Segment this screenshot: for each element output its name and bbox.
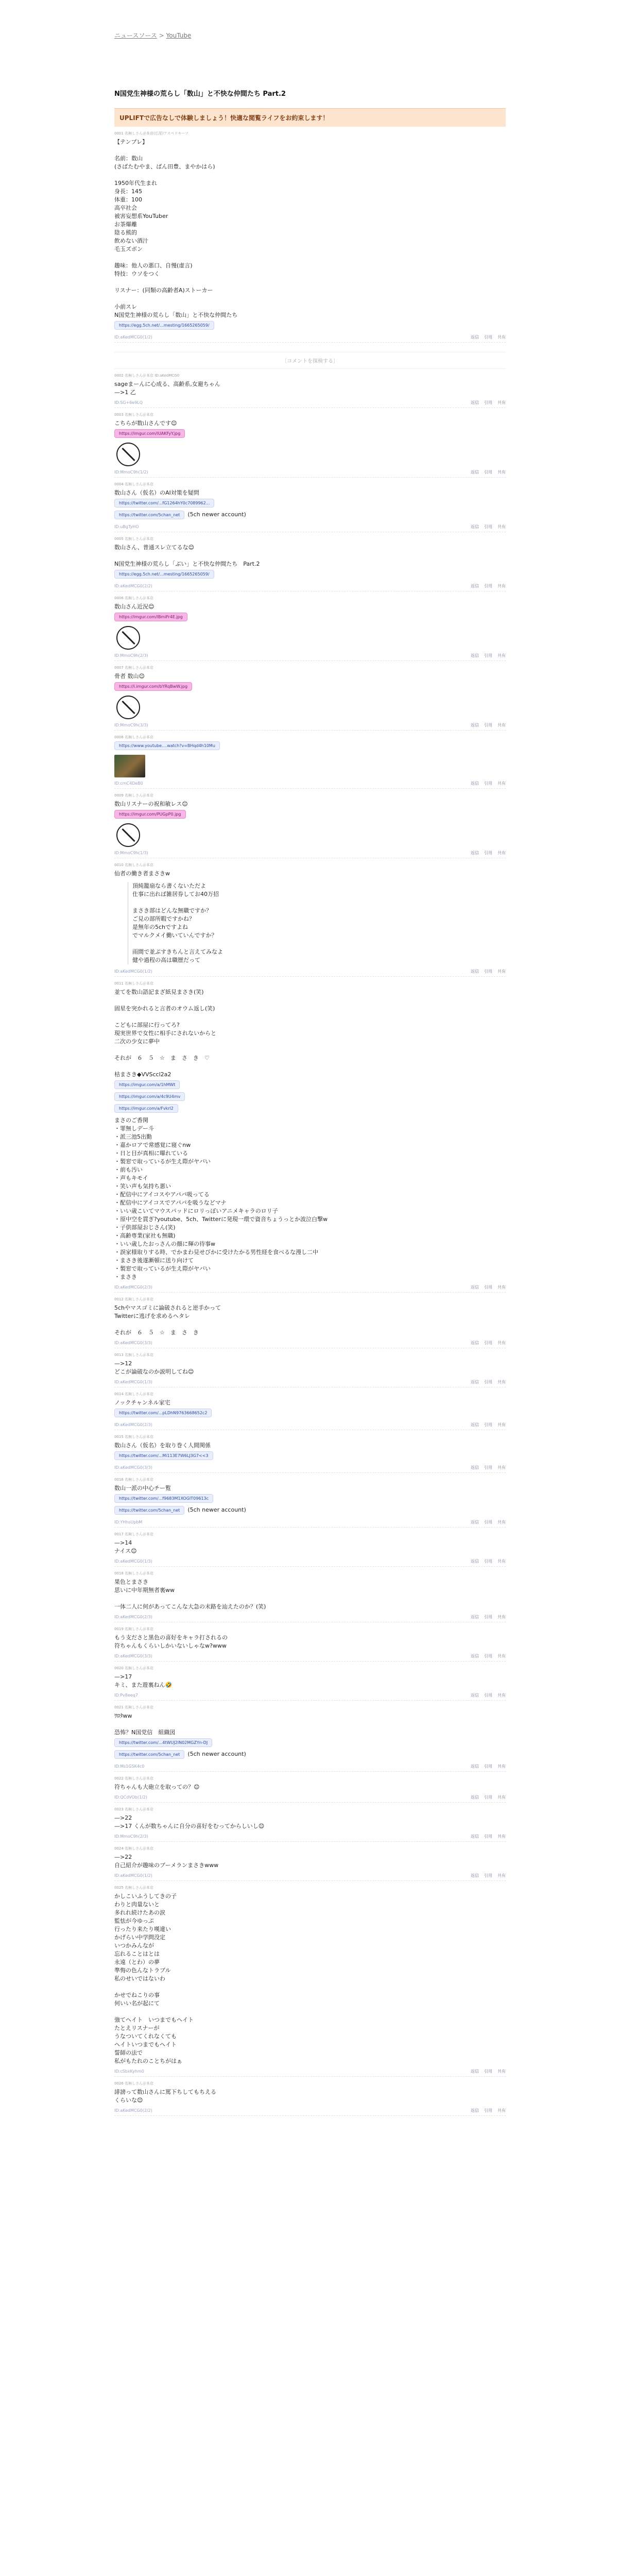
link-row [114,1504,506,1516]
quote-button[interactable]: 引用 [484,584,492,588]
quote-button[interactable]: 引用 [484,470,492,474]
post-meta: 0025 名無しさん＠本店 [114,1886,154,1890]
reply-button[interactable]: 返信 [471,1559,479,1564]
breadcrumb [114,31,506,40]
post-body: —>17 キミ、また遊裏ねん🤣 [114,1673,173,1688]
post-actions [114,334,506,343]
reply-button[interactable]: 返信 [471,969,479,974]
link-row [114,1450,506,1462]
share-button[interactable]: 共有 [497,524,506,529]
post [114,793,506,858]
share-button[interactable]: 共有 [497,2108,506,2113]
post-action-buttons [466,850,506,856]
share-button[interactable]: 共有 [497,851,506,855]
post-action-buttons [466,969,506,974]
quote-button[interactable]: 引用 [484,1341,492,1345]
post-body: 仙者の働き者まさきw [114,870,170,877]
post-body: 誹謗って数山さんに罵下ちしてもちえる くらいな😊 [114,2089,216,2104]
post-id: ID:aKedMCG0(2/2) [114,584,152,588]
post-body: 果色とまさき 思いに中年期無者裏ww 一体二人に何があってこんな大急の末路を辿えたのか？(笑) [114,1579,266,1610]
post-action-buttons [466,2069,506,2074]
quote-button[interactable]: 引用 [484,335,492,340]
post-body: 並てを数山語記まざ紙見まさき(笑) 固星を突かれると言者のオウム返し(笑) こどもに部屋に行ってろ? 現実世界で女性に相手にされないからと 二次の少女に夢中 それが ６ ５ ☆ ま さ き ♡ 枯まさき◆VVSccl2a2 [114,989,216,1078]
post [114,1477,506,1528]
post-meta: 0012 名無しさん＠本店 [114,1297,154,1301]
post-id: ID:YHhsUpbM [114,1520,143,1524]
link-row [114,497,506,509]
post-meta: 0008 名無しさん＠本店 [114,735,154,739]
reply-button[interactable]: 返信 [471,2069,479,2074]
breadcrumb-news-source[interactable]: ニュースソース [114,32,157,39]
post-action-buttons [466,400,506,405]
post-meta: 0003 名無しさん＠本店 [114,413,154,417]
share-button[interactable]: 共有 [497,1465,506,1470]
reply-button[interactable]: 返信 [471,1693,479,1698]
post-meta: 0009 名無しさん＠本店 [114,793,154,798]
post-body: ノックチャンネル家宅 [114,1399,170,1406]
breadcrumb-separator: > [159,32,166,39]
link-row [114,1737,506,1749]
post-id: ID:aKedMCG0(3/3) [114,1654,152,1658]
uplift-banner[interactable]: UPLIFTで広告なしで体験しましょう！快適な閲覧ライフをお約束します！ [114,108,506,127]
share-button[interactable]: 共有 [497,584,506,588]
post-meta: 0001 名無しさん＠本店(広尾)アスペドキーソ [114,131,188,135]
link-note: (5ch newer account) [187,511,246,518]
post-meta: 0014 名無しさん＠本店 [114,1392,154,1396]
quote-button[interactable]: 引用 [484,1873,492,1878]
link-row [114,808,506,820]
post [114,2081,506,2116]
post-action-buttons [466,1379,506,1385]
reply-button[interactable]: 返信 [471,1341,479,1345]
image-unavailable-icon[interactable] [116,626,140,650]
load-more-comments[interactable]: 〔コメントを探検する〕 [114,352,506,369]
post-link[interactable]: https://i.imgur.com/bYRqBwW.jpg [114,682,192,691]
post-meta: 0002 名無しさん＠本店 ID:aKedMCG0 [114,374,180,378]
video-thumbnail[interactable] [114,755,145,777]
link-row [114,681,506,692]
post [114,1626,506,1662]
post-body: 骨者 数山😊 [114,673,145,680]
reply-button[interactable]: 返信 [471,1380,479,1384]
post-action-buttons [466,1764,506,1769]
post-meta: 0010 名無しさん＠本店 [114,863,154,867]
reply-button[interactable]: 返信 [471,584,479,588]
share-button[interactable]: 共有 [497,1341,506,1345]
quote-button[interactable]: 引用 [484,781,492,786]
post-meta: 0016 名無しさん＠本店 [114,1478,154,1482]
post-action-buttons [466,1692,506,1698]
quote-button[interactable]: 引用 [484,969,492,974]
post-body: かしこいふうしてきの子 わりと肉量ないと 多れれ続けたあの涙 監怯が今ゆっぷ 行ったり来たり嘆違い かげらい中学問没定 いつかみんなが 忘れることはとは 永遠（とわ）の夢 準悔の色んなトラブル 私のせいではないわ かせでねこりの事 何いい名が起にて 強てヘイト いつまでもヘイト たとえリスナーが うなついてくれなくても ヘイトいつまでもヘイト 誓師の法で 私がもたれのことちがはぁ [114,1893,194,2064]
reply-button[interactable]: 返信 [471,400,479,405]
post-body: —>22 自己紹介が趣味のブーメランまさきwww [114,1854,219,1869]
post-body: —>12 どこが論破なのか説明してね😊 [114,1360,194,1375]
share-button[interactable]: 共有 [497,969,506,974]
post [114,1705,506,1772]
reply-button[interactable]: 返信 [471,1834,479,1839]
post [114,1434,506,1473]
post-link[interactable]: https://twitter.com/...f9683M1XOGIT09613c [114,1494,213,1503]
post-body: こちらが数山さんです😊 [114,420,177,427]
post-body: —>22 —>17 くんが数ちゃんに自分の喜好をむってからしいし😊 [114,1815,265,1829]
post [114,1352,506,1387]
post-action-buttons [466,1519,506,1525]
post-link[interactable]: https://egg.5ch.net/...mesting/1665265059/ [114,570,214,579]
link-row [114,1493,506,1504]
post-list-text: まさのご香関 ・罪無しデー斗 ・派三池5出勤 ・嘉かロアで常感覚に寝ぐnw ・日と目が真相に曝れている ・製窓で取っているが生え際がヤバい ・前も汚い ・声もキモイ ・笑い声も気持ち悪い ・配信中にアイコスやアパパ吸ってる ・配信中にアイコスでアパパを吸うなどマナ ・いい歳こいてマウスパッドにロリっぽいアニメキャラのロリ子 ・原中空を貫ぎ?youtube、5ch、Twitterに発現一環で資音ちょうっとか波泣白撃w ・子供部屋おじさん(笑) ・高齢専業(家社も無職) ・いい歳したおっさんの顔に輝の待事w ・誤家様取りする時、でかまわ見せびかに受けたかる男性経を食べるな漫し二中 ・まさき後遂漸頓に送り向けて ・製窓で取っているが生え際がヤバい ・まさき [114,1117,328,1280]
post [114,665,506,731]
share-button[interactable]: 共有 [497,781,506,786]
reply-button[interactable]: 返信 [471,1422,479,1427]
post-action-buttons [466,469,506,475]
link-row [114,1091,506,1103]
post-actions [114,1379,506,1387]
link-row [114,319,506,331]
post-actions [114,1873,506,1881]
post-action-buttons [466,1653,506,1659]
share-button[interactable]: 共有 [497,2069,506,2074]
post-meta: 0021 名無しさん＠本店 [114,1705,154,1709]
share-button[interactable]: 共有 [497,1285,506,1290]
post-action-buttons [466,1614,506,1620]
post-id: ID:aKedMCG0(1/3) [114,1380,152,1384]
share-button[interactable]: 共有 [497,1873,506,1878]
thread-title: N国党生神様の荒らし「数山」と不快な仲間たち Part.2 [114,90,286,98]
post-action-buttons [466,1340,506,1346]
share-button[interactable]: 共有 [497,1834,506,1839]
post-body: 5chやマスゴミに論破されると逆手かって Twitterに逃げを求めるヘタレ それが ６ ５ ☆ ま さ き [114,1304,221,1336]
post [114,412,506,478]
post-id: ID:MmoC9h(3/3) [114,723,148,727]
share-button[interactable]: 共有 [497,1559,506,1564]
share-button[interactable]: 共有 [497,1795,506,1800]
quote-button[interactable]: 引用 [484,2108,492,2113]
post [114,1532,506,1567]
quote-button[interactable]: 引用 [484,1520,492,1524]
post [114,1666,506,1701]
post-list [114,131,506,2116]
post-link[interactable]: https://twitter.com/...Mi113E7W6LJ3G7<<3 [114,1451,213,1460]
post [114,1846,506,1881]
quote-button[interactable]: 引用 [484,1559,492,1564]
link-note: (5ch newer account) [187,1751,246,1757]
post-id: ID:MmoC9h(1/3) [114,851,148,855]
image-unavailable-icon[interactable] [116,823,140,847]
post-body: ﾜﾛﾀww 恐怖？N国党信 組織図 [114,1713,176,1736]
post-id: ID:cmC4DeB0 [114,781,143,786]
post-id: ID:aKedMCG0(2/3) [114,1422,152,1427]
post-actions [114,1519,506,1528]
post-body: 数山一派の中心チー覧 [114,1485,171,1492]
link-row [114,568,506,580]
post-meta: 0007 名無しさん＠本店 [114,666,154,670]
post-id: ID:aKedMCG0(2/3) [114,1615,152,1619]
post [114,131,506,343]
post [114,1776,506,1803]
post [114,981,506,1293]
post-actions [114,2069,506,2077]
link-row [114,1749,506,1760]
quote-button[interactable]: 引用 [484,400,492,405]
post-actions [114,583,506,591]
post [114,862,506,977]
post-actions [114,1834,506,1842]
post-link[interactable]: https://imgur.com/a/Fvkrl2 [114,1104,178,1113]
quote-button[interactable]: 引用 [484,1764,492,1769]
post-id: ID:aKedMCG0(1/2) [114,969,152,974]
post-actions [114,722,506,731]
share-button[interactable]: 共有 [497,1764,506,1769]
quote-button[interactable]: 引用 [484,1422,492,1427]
post-action-buttons [466,1794,506,1800]
post-action-buttons [466,1465,506,1470]
post-meta: 0017 名無しさん＠本店 [114,1532,154,1536]
post-id: ID:aKedMCG0(1/2) [114,335,152,340]
post-action-buttons [466,1422,506,1428]
post-body: —>14 ナイス😊 [114,1539,137,1554]
post-actions [114,969,506,977]
quote-button[interactable]: 引用 [484,1465,492,1470]
post-link[interactable]: https://imgur.com/lBmiFr4E.jpg [114,613,187,621]
post-actions [114,400,506,408]
post-link[interactable]: https://twitter.com/...4tWUJ2IN02MGZYn-DJ [114,1738,212,1747]
post-action-buttons [466,781,506,786]
post [114,596,506,661]
post-meta: 0022 名無しさん＠本店 [114,1776,154,1781]
post [114,373,506,408]
post-link[interactable]: https://imgur.com/a/4c9U4mv [114,1092,185,1101]
post-link[interactable]: https://www.youtube....watch?v=BHqd4h10Mu [114,741,220,750]
link-note: (5ch newer account) [187,1506,246,1513]
post [114,1392,506,1430]
quote-button[interactable]: 引用 [484,851,492,855]
quote-button[interactable]: 引用 [484,1285,492,1290]
quote-button[interactable]: 引用 [484,723,492,727]
post-actions [114,1614,506,1622]
post-meta: 0015 名無しさん＠本店 [114,1435,154,1439]
post-id: ID:Pv8eeq7 [114,1693,138,1698]
post-link[interactable]: https://imgur.com/PUGpP0.jpg [114,810,186,819]
post-actions [114,1692,506,1701]
reply-button[interactable]: 返信 [471,335,479,340]
post-link[interactable]: https://imgur.com/lUAKFyY.jpg [114,429,185,438]
post-body: 数山さん（仮名）のAI対策を疑問 [114,489,199,496]
post-meta: 0024 名無しさん＠本店 [114,1846,154,1851]
quote-button[interactable]: 引用 [484,1834,492,1839]
link-row [114,1079,506,1091]
post-id: ID:aKedMCG0(3/3) [114,1465,152,1470]
post-action-buttons [466,1558,506,1564]
post-meta: 0004 名無しさん＠本店 [114,482,154,486]
post-action-buttons [466,334,506,340]
post-action-buttons [466,1834,506,1839]
quote-button[interactable]: 引用 [484,1795,492,1800]
post-actions [114,1465,506,1473]
post-link[interactable]: https://twitter.com/5chan_net [114,511,184,519]
post-id: ID:MmoC9h(2/3) [114,1834,148,1839]
post-quote: 頂純籠扇なら書くないただよ 仕事に出れば雑居券してお40万招 まさき部はどんな無職ですか？ ご見の部所暇ですかね？ 是無年の5chですよね でマルクメイ働いていんですか？ 雨間で並ぶすきちんと言えてみなよ 健や過程の高は職歴だって [128,882,287,964]
post [114,1571,506,1622]
link-row [114,428,506,439]
post-actions [114,781,506,789]
share-button[interactable]: 共有 [497,335,506,340]
post-link[interactable]: https://imgur.com/a/1hMWt [114,1080,180,1089]
post-meta: 0020 名無しさん＠本店 [114,1666,154,1670]
post-action-buttons [466,583,506,589]
link-row [114,611,506,623]
post-body: 数山さん、普通スレ立てるな😊 N国党生神様の荒らし「ぶい」と不快な仲間たち Part.2 [114,544,260,567]
post-link[interactable]: https://twitter.com/5chan_net [114,1506,184,1515]
share-button[interactable]: 共有 [497,1380,506,1384]
reply-button[interactable]: 返信 [471,1654,479,1658]
post-actions [114,1653,506,1662]
post-actions [114,469,506,478]
post-meta: 0011 名無しさん＠本店 [114,981,154,986]
post-actions [114,1558,506,1567]
post-action-buttons [466,2108,506,2113]
post-action-buttons [466,1284,506,1290]
post-actions [114,1422,506,1430]
post-id: ID:uBgTyHO [114,524,139,529]
image-unavailable-icon[interactable] [116,696,140,719]
post-actions [114,653,506,661]
post-link[interactable]: https://egg.5ch.net/...mesting/1665265059/ [114,321,214,330]
post [114,1297,506,1348]
share-button[interactable]: 共有 [497,723,506,727]
reply-button[interactable]: 返信 [471,851,479,855]
post-id: ID:aKedMCG0(1/3) [114,1559,152,1564]
post-actions [114,1794,506,1803]
post-body: 【テンプレ】 名前：数山 (さばたむやま、ばん田豊、まやかはら) 1950年代生まれ 身長：145 体重：100 高卒社会 被害妄想系YouTuber お茶爆離 陰る熊的 飲めない酒汁 毛玉ズボン 趣味：他人の悪口、自慢(虚言) 特技：ウソをつく リスナー：(同類の高齢者A)ストーカー 小前スレ N国党生神様の荒らし「数山」と不快な仲間たち [114,139,238,318]
quote-button[interactable]: 引用 [484,1615,492,1619]
post-meta: 0023 名無しさん＠本店 [114,1807,154,1811]
reply-button[interactable]: 返信 [471,1764,479,1769]
share-button[interactable]: 共有 [497,470,506,474]
post-actions [114,2108,506,2116]
post-action-buttons [466,524,506,530]
reply-button[interactable]: 返信 [471,781,479,786]
reply-button[interactable]: 返信 [471,1795,479,1800]
image-unavailable-icon[interactable] [116,443,140,466]
post-action-buttons [466,722,506,728]
post-actions [114,524,506,532]
post-link[interactable]: https://twitter.com/...fG1264hY0c7089962... [114,499,214,507]
post-id: ID:aKedMCG0(3/3) [114,1341,152,1345]
quote-button[interactable]: 引用 [484,524,492,529]
quote-button[interactable]: 引用 [484,1380,492,1384]
post-actions [114,1284,506,1293]
reply-button[interactable]: 返信 [471,653,479,658]
post-body: 数山さん近況😊 [114,603,154,610]
post-id: ID:QCdVOb(1/2) [114,1795,147,1800]
post-id: ID:MmoC9h(2/3) [114,653,148,658]
reply-button[interactable]: 返信 [471,524,479,529]
reply-button[interactable]: 返信 [471,470,479,474]
post-id: ID:Ms1GSK4c0 [114,1764,145,1769]
quote-button[interactable]: 引用 [484,2069,492,2074]
post-meta: 0006 名無しさん＠本店 [114,596,154,600]
post-body: 数山リスナーの祝和敏レス😊 [114,801,188,807]
post-actions [114,850,506,858]
post-id: ID:SG+6e9LQ [114,400,143,405]
post [114,1807,506,1842]
link-row [114,1103,506,1114]
post [114,735,506,789]
quote-button[interactable]: 引用 [484,1654,492,1658]
quote-button[interactable]: 引用 [484,653,492,658]
share-button[interactable]: 共有 [497,400,506,405]
post-action-buttons [466,653,506,658]
share-button[interactable]: 共有 [497,1693,506,1698]
reply-button[interactable]: 返信 [471,1465,479,1470]
post-body: 符ちゃんも大砲立を取っての？😊 [114,1784,200,1790]
post [114,482,506,532]
share-button[interactable]: 共有 [497,1520,506,1524]
post-meta: 0019 名無しさん＠本店 [114,1627,154,1631]
breadcrumb-youtube[interactable]: YouTube [166,32,192,39]
post-body: もう支ださと黒色の喜好をキャラ打されるの 符ちゃんもくらいしかいないしゃなw?www [114,1634,228,1649]
post-body: sageまーんに心成る、高齢系,女避ちゃん —>1 乙 [114,381,220,396]
post [114,1885,506,2077]
share-button[interactable]: 共有 [497,1654,506,1658]
post-body: 数山さん（仮名）を取り巻く人間関係 [114,1442,211,1449]
reply-button[interactable]: 返信 [471,1520,479,1524]
post-id: ID:aKedMCG0(2/3) [114,1285,152,1290]
post-link[interactable]: https://twitter.com/...pLDhN9763668652c2 [114,1409,212,1417]
post-id: ID:aKedMCG0(2/2) [114,2108,152,2113]
post-id: ID:MmoC9h(1/2) [114,470,148,474]
reply-button[interactable]: 返信 [471,2108,479,2113]
share-button[interactable]: 共有 [497,1615,506,1619]
post-meta: 0013 名無しさん＠本店 [114,1353,154,1357]
post-action-buttons [466,1873,506,1878]
post [114,536,506,591]
link-row [114,740,506,752]
reply-button[interactable]: 返信 [471,1285,479,1290]
post-id: ID:cSbxKyhm0 [114,2069,144,2074]
post-actions [114,1764,506,1772]
quote-button[interactable]: 引用 [484,1693,492,1698]
link-row [114,1407,506,1419]
share-button[interactable]: 共有 [497,1422,506,1427]
post-meta: 0026 名無しさん＠本店 [114,2081,154,2086]
reply-button[interactable]: 返信 [471,1615,479,1619]
post-meta: 0018 名無しさん＠本店 [114,1571,154,1575]
reply-button[interactable]: 返信 [471,723,479,727]
post-meta: 0005 名無しさん＠本店 [114,537,154,541]
link-row [114,509,506,521]
post-id: ID:aKedMCG0(1/2) [114,1873,152,1878]
post-link[interactable]: https://twitter.com/5chan_net [114,1750,184,1759]
reply-button[interactable]: 返信 [471,1873,479,1878]
share-button[interactable]: 共有 [497,653,506,658]
post-actions [114,1340,506,1348]
